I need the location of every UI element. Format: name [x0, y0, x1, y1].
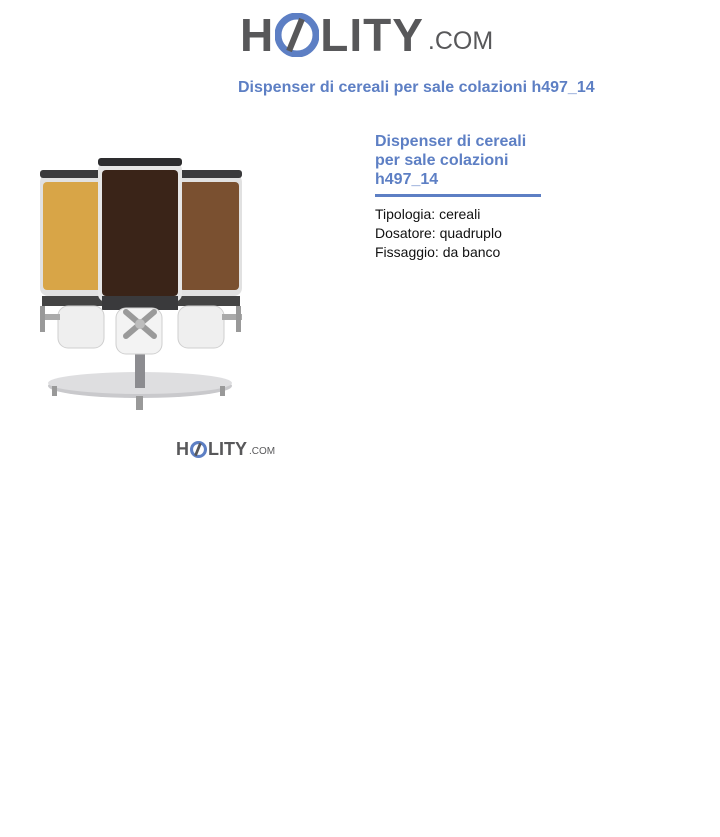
product-image: [20, 118, 280, 478]
spec-dosatore: Dosatore: quadruplo: [375, 225, 502, 241]
image-watermark-logo: H LITY .COM: [176, 439, 276, 459]
logo-text-h: H: [240, 9, 275, 61]
spec-fissaggio: Fissaggio: da banco: [375, 244, 501, 260]
title-divider: [375, 194, 541, 197]
spec-tipologia: Tipologia: cereali: [375, 206, 481, 222]
logo-text-com: .COM: [427, 27, 494, 55]
logo-text-lity: LITY: [320, 9, 424, 61]
holity-logo: [240, 9, 494, 61]
page-title: Dispenser di cereali per sale colazioni h497_14: [238, 79, 595, 96]
product-title: Dispenser di cereali per sale colazioni h497_14: [375, 133, 527, 188]
product-specs: [375, 205, 502, 262]
holity-o-mark-icon: [275, 13, 319, 57]
watermark-o-mark-icon: [190, 441, 207, 458]
